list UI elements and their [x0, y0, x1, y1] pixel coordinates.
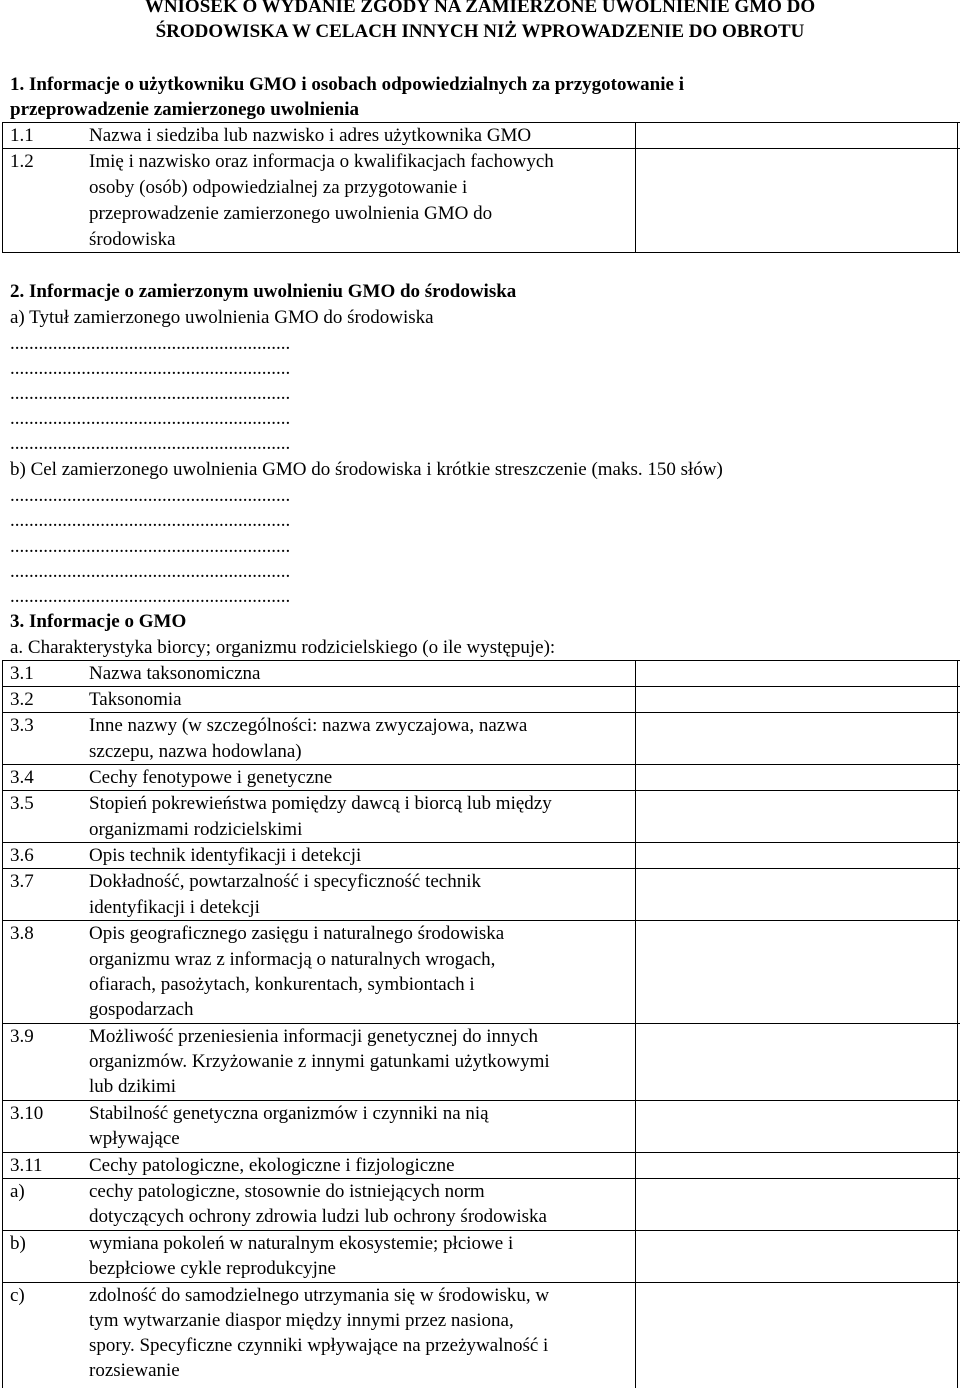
row-3-11-c-label-line-3: spory. Specyficzne czynniki wpływające na przeżywalność i	[89, 1335, 549, 1356]
table3-mid-border	[635, 660, 636, 1388]
row-3-2-label: Taksonomia	[89, 689, 182, 710]
answer-2a-line-1[interactable]: ...........................................................	[10, 333, 291, 354]
answer-2a-line-4[interactable]: ...........................................................	[10, 408, 291, 429]
row-3-5-label-line-2: organizmami rodzicielskimi	[89, 819, 303, 840]
answer-2b-line-3[interactable]: ...........................................................	[10, 536, 291, 557]
form-title-line-1: WNIOSEK O WYDANIE ZGODY NA ZAMIERZONE UWOLNIENIE GMO DO	[144, 0, 816, 17]
answer-cell-1-2[interactable]	[636, 149, 956, 252]
row-3-8-label-line-4: gospodarzach	[89, 999, 194, 1020]
row-3-11-c-label-line-2: tym wytwarzanie diaspor między innymi przez nasiona,	[89, 1310, 514, 1331]
table3-left-border	[2, 660, 3, 1388]
row-3-10-label-line-1: Stabilność genetyczna organizmów i czynniki na nią	[89, 1103, 489, 1124]
section-2a-label: a) Tytuł zamierzonego uwolnienia GMO do środowiska	[10, 307, 434, 328]
row-3-11-b-label-line-1: wymiana pokoleń w naturalnym ekosystemie; płciowe i	[89, 1233, 514, 1254]
row-1-2-label-line-1: Imię i nazwisko oraz informacja o kwalifikacjach fachowych	[89, 151, 554, 172]
section-3a-subheading: a. Charakterystyka biorcy; organizmu rodzicielskiego (o ile występuje):	[10, 637, 556, 658]
answer-2a-line-3[interactable]: ...........................................................	[10, 383, 291, 404]
row-1-2-number: 1.2	[10, 151, 34, 172]
row-3-8-number: 3.8	[10, 923, 34, 944]
table1-bottom-border	[2, 252, 960, 253]
row-3-7-label-line-2: identyfikacji i detekcji	[89, 897, 260, 918]
row-3-3-label-line-1: Inne nazwy (w szczególności: nazwa zwyczajowa, nazwa	[89, 715, 528, 736]
row-3-9-label-line-1: Możliwość przeniesienia informacji genetycznej do innych	[89, 1026, 538, 1047]
row-1-2-label-line-2: osoby (osób) odpowiedzialnej za przygotowanie i	[89, 177, 468, 198]
section-1-heading-line-2: przeprowadzenie zamierzonego uwolnienia	[10, 99, 359, 120]
answer-cell-1-1[interactable]	[636, 123, 956, 148]
row-3-6-number: 3.6	[10, 845, 34, 866]
row-3-11-b-label-line-2: bezpłciowe cykle reprodukcyjne	[89, 1258, 336, 1279]
answer-2b-line-2[interactable]: ...........................................................	[10, 510, 291, 531]
row-3-11-a-label-line-1: cechy patologiczne, stosownie do istniejących norm	[89, 1181, 485, 1202]
answer-2a-line-5[interactable]: ...........................................................	[10, 433, 291, 454]
section-3-heading: 3. Informacje o GMO	[10, 611, 187, 632]
row-3-9-label-line-2: organizmów. Krzyżowanie z innymi gatunkami użytkowymi	[89, 1051, 550, 1072]
row-3-6-label: Opis technik identyfikacji i detekcji	[89, 845, 362, 866]
table1-right-border	[957, 122, 958, 253]
row-3-10-label-line-2: wpływające	[89, 1128, 180, 1149]
row-3-9-label-line-3: lub dzikimi	[89, 1076, 177, 1097]
row-3-10-number: 3.10	[10, 1103, 44, 1124]
row-3-8-label-line-2: organizmu wraz z informacją o naturalnych wrogach,	[89, 949, 496, 970]
section-2b-label: b) Cel zamierzonego uwolnienia GMO do środowiska i krótkie streszczenie (maks. 150 słów)	[10, 459, 723, 480]
form-title-line-2: ŚRODOWISKA W CELACH INNYCH NIŻ WPROWADZENIE DO OBROTU	[155, 21, 805, 42]
row-3-8-label-line-1: Opis geograficznego zasięgu i naturalnego środowiska	[89, 923, 505, 944]
answer-2b-line-4[interactable]: ...........................................................	[10, 561, 291, 582]
row-3-5-label-line-1: Stopień pokrewieństwa pomiędzy dawcą i biorcą lub między	[89, 793, 552, 814]
row-3-11-a-label-line-2: dotyczących ochrony zdrowia ludzi lub ochrony środowiska	[89, 1206, 547, 1227]
answer-2b-line-1[interactable]: ...........................................................	[10, 485, 291, 506]
row-1-1-number: 1.1	[10, 125, 34, 146]
row-3-11-number: 3.11	[10, 1155, 43, 1176]
row-3-9-number: 3.9	[10, 1026, 34, 1047]
row-3-11-c-label-line-4: rozsiewanie	[89, 1360, 180, 1381]
row-3-8-label-line-3: ofiarach, pasożytach, konkurentach, symbiontach i	[89, 974, 475, 995]
section-2-heading: 2. Informacje o zamierzonym uwolnieniu GMO do środowiska	[10, 281, 517, 302]
row-3-3-label-line-2: szczepu, nazwa hodowlana)	[89, 741, 302, 762]
row-3-11-c-label-line-1: zdolność do samodzielnego utrzymania się w środowisku, w	[89, 1285, 550, 1306]
row-3-7-number: 3.7	[10, 871, 34, 892]
answer-2a-line-2[interactable]: ...........................................................	[10, 358, 291, 379]
row-3-11-c-number: c)	[10, 1285, 25, 1306]
row-1-2-label-line-4: środowiska	[89, 229, 176, 250]
row-3-7-label-line-1: Dokładność, powtarzalność i specyficzność technik	[89, 871, 482, 892]
row-3-11-label: Cechy patologiczne, ekologiczne i fizjologiczne	[89, 1155, 455, 1176]
table3-right-border	[957, 660, 958, 1388]
row-3-4-label: Cechy fenotypowe i genetyczne	[89, 767, 333, 788]
row-3-11-b-number: b)	[10, 1233, 26, 1254]
table1-left-border	[2, 122, 3, 253]
row-3-3-number: 3.3	[10, 715, 34, 736]
answer-2b-line-5[interactable]: ...........................................................	[10, 586, 291, 607]
row-3-11-a-number: a)	[10, 1181, 25, 1202]
row-3-1-label: Nazwa taksonomiczna	[89, 663, 261, 684]
row-1-1-label: Nazwa i siedziba lub nazwisko i adres użytkownika GMO	[89, 125, 532, 146]
row-1-2-label-line-3: przeprowadzenie zamierzonego uwolnienia GMO do	[89, 203, 493, 224]
row-3-4-number: 3.4	[10, 767, 34, 788]
row-3-5-number: 3.5	[10, 793, 34, 814]
row-3-1-number: 3.1	[10, 663, 34, 684]
row-3-2-number: 3.2	[10, 689, 34, 710]
section-1-heading-line-1: 1. Informacje o użytkowniku GMO i osobach odpowiedzialnych za przygotowanie i	[10, 74, 684, 95]
